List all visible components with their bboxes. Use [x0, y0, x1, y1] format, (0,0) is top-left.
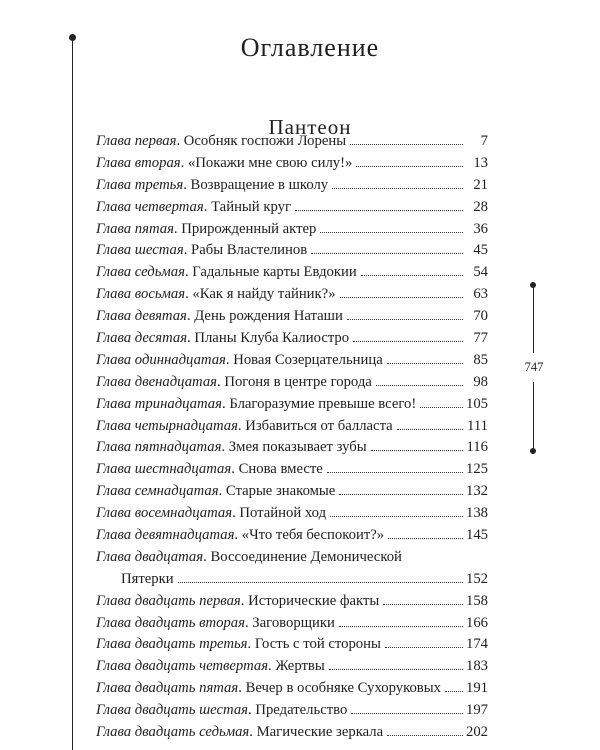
- chapter-page-number: 70: [473, 308, 488, 325]
- toc-row: [96, 155, 488, 177]
- dot-leader: [329, 669, 463, 670]
- dot-leader: [361, 275, 463, 276]
- toc-row: [96, 505, 488, 527]
- dot-leader: [327, 472, 463, 473]
- dot-leader: [351, 713, 463, 714]
- toc-row: [96, 571, 488, 593]
- chapter-page-number: 132: [465, 483, 488, 500]
- toc-row: [96, 724, 488, 746]
- dot-leader: [420, 407, 463, 408]
- chapter-title: Пятерки: [121, 570, 174, 587]
- toc-row: [96, 352, 488, 374]
- chapter-label: Глава первая: [96, 133, 177, 149]
- dot-leader: [397, 429, 463, 430]
- chapter-page-number: 138: [465, 505, 488, 522]
- chapter-label: Глава шестнадцатая: [96, 461, 232, 478]
- toc-row: [96, 483, 488, 505]
- chapter-label: Глава третья: [96, 176, 184, 193]
- dot-leader: [385, 647, 463, 648]
- chapter-title: . «Как я найду тайник?»: [185, 286, 336, 303]
- chapter-title: . Исторические факты: [240, 592, 380, 609]
- chapter-page-number: 166: [465, 614, 488, 631]
- toc-row: [96, 374, 488, 396]
- dot-leader: [371, 450, 463, 451]
- toc-row: [96, 593, 488, 615]
- marker-bottom-dot: [530, 448, 536, 454]
- chapter-label: Глава пятнадцатая: [96, 439, 222, 456]
- chapter-label: Глава семнадцатая: [96, 483, 219, 500]
- chapter-title: . «Покажи мне свою силу!»: [180, 154, 353, 171]
- chapter-page-number: 183: [465, 658, 488, 675]
- toc-row: [96, 636, 488, 658]
- chapter-page-number: 145: [465, 527, 488, 544]
- dot-leader: [347, 319, 463, 320]
- chapter-title: . Потайной ход: [232, 505, 327, 522]
- chapter-title: . Особняк госпожи Лорены: [176, 133, 347, 149]
- chapter-page-number: 152: [465, 570, 488, 587]
- dot-leader: [387, 363, 463, 364]
- chapter-label: Глава двенадцатая: [96, 373, 217, 390]
- chapter-title: . Избавиться от балласта: [237, 417, 393, 434]
- chapter-label: Глава двадцать пятая: [96, 680, 239, 697]
- page-number: 747: [524, 360, 544, 374]
- toc-row: [96, 527, 488, 549]
- chapter-label: Глава седьмая: [96, 264, 185, 281]
- chapter-page-number: 158: [465, 592, 488, 609]
- chapter-page-number: 174: [465, 636, 488, 653]
- chapter-title: . День рождения Наташи: [186, 308, 343, 325]
- chapter-title: . Тайный круг: [203, 198, 291, 215]
- chapter-page-number: 77: [473, 330, 488, 347]
- toc-row: [96, 330, 488, 352]
- chapter-title: . Погоня в центре города: [217, 373, 372, 390]
- dot-leader: [339, 626, 463, 627]
- chapter-label: Глава вторая: [96, 154, 181, 171]
- chapter-page-number: 54: [473, 264, 488, 281]
- chapter-page-number: 197: [465, 702, 488, 719]
- toc-row: [96, 133, 488, 155]
- chapter-title: . Жертвы: [268, 658, 325, 675]
- chapter-title: . Прирожденный актер: [173, 220, 317, 237]
- chapter-page-number: 13: [473, 154, 488, 171]
- table-of-contents: [96, 133, 488, 746]
- chapter-title: . Гость с той стороны: [247, 636, 381, 653]
- dot-leader: [445, 691, 463, 692]
- left-margin-rule: [72, 40, 73, 750]
- chapter-label: Глава двадцатая: [96, 548, 204, 565]
- chapter-page-number: 36: [473, 220, 488, 237]
- chapter-label: Глава двадцать четвертая: [96, 658, 269, 675]
- toc-row: [96, 461, 488, 483]
- chapter-page-number: 28: [473, 198, 488, 215]
- toc-row: [96, 396, 488, 418]
- chapter-page-number: 85: [473, 351, 488, 368]
- chapter-title: . Возвращение в школу: [183, 176, 329, 193]
- chapter-title: . Магические зеркала: [249, 724, 384, 741]
- chapter-label: Глава шестая: [96, 242, 184, 259]
- chapter-label: Глава четырнадцатая: [96, 417, 238, 434]
- chapter-page-number: 63: [473, 286, 488, 303]
- chapter-title: . Предательство: [248, 702, 348, 719]
- dot-leader: [353, 341, 463, 342]
- chapter-title: . Планы Клуба Калиостро: [187, 330, 350, 347]
- chapter-page-number: 105: [465, 395, 488, 412]
- chapter-title: . «Что тебя беспокоит?»: [234, 527, 385, 544]
- dot-leader: [330, 516, 463, 517]
- chapter-label: Глава двадцать шестая: [96, 702, 248, 719]
- dot-leader: [295, 210, 463, 211]
- dot-leader: [376, 385, 463, 386]
- toc-row: [96, 658, 488, 680]
- section-title: Пантеон: [268, 115, 352, 140]
- dot-leader: [388, 538, 463, 539]
- toc-row: [96, 418, 488, 440]
- chapter-page-number: 111: [467, 417, 488, 434]
- dot-leader: [178, 582, 463, 583]
- marker-top-line: [533, 287, 534, 353]
- dot-leader: [340, 297, 463, 298]
- chapter-title: . Воссоединение Демонической: [203, 548, 402, 565]
- chapter-label: Глава десятая: [96, 330, 188, 347]
- toc-row: [96, 439, 488, 461]
- chapter-label: Глава двадцать седьмая: [96, 724, 250, 741]
- chapter-page-number: 116: [466, 439, 488, 456]
- page-title: Оглавление: [240, 33, 380, 63]
- toc-row: [96, 702, 488, 724]
- toc-row: [96, 177, 488, 199]
- chapter-page-number: 21: [473, 176, 488, 193]
- toc-row: [96, 680, 488, 702]
- dot-leader: [320, 232, 463, 233]
- chapter-title: . Рабы Властелинов: [183, 242, 308, 259]
- chapter-page-number: 202: [465, 724, 488, 741]
- dot-leader: [332, 188, 463, 189]
- chapter-label: Глава двадцать первая: [96, 592, 241, 609]
- chapter-title: . Благоразумие превыше всего!: [221, 395, 417, 412]
- chapter-page-number: 191: [465, 680, 488, 697]
- chapter-title: . Снова вместе: [231, 461, 323, 478]
- toc-row: [96, 286, 488, 308]
- chapter-title: . Новая Созерцательница: [225, 351, 383, 368]
- toc-row: [96, 549, 488, 571]
- toc-row: [96, 615, 488, 637]
- toc-row: [96, 221, 488, 243]
- dot-leader: [311, 253, 463, 254]
- chapter-label: Глава восемнадцатая: [96, 505, 233, 522]
- chapter-label: Глава пятая: [96, 220, 174, 237]
- chapter-page-number: 98: [473, 373, 488, 390]
- dot-leader: [387, 735, 463, 736]
- dot-leader: [350, 144, 463, 145]
- dot-leader: [356, 166, 463, 167]
- toc-row: [96, 264, 488, 286]
- chapter-title: . Вечер в особняке Сухоруковых: [238, 680, 441, 697]
- chapter-label: Глава двадцать третья: [96, 636, 248, 653]
- chapter-label: Глава двадцать вторая: [96, 614, 245, 631]
- chapter-page-number: 45: [473, 242, 488, 259]
- chapter-label: Глава восьмая: [96, 286, 186, 303]
- chapter-title: . Заговорщики: [244, 614, 335, 631]
- chapter-label: Глава одиннадцатая: [96, 351, 226, 368]
- chapter-label: Глава четвертая: [96, 198, 204, 215]
- toc-row: [96, 308, 488, 330]
- chapter-title: . Змея показывает зубы: [221, 439, 367, 456]
- chapter-label: Глава тринадцатая: [96, 395, 222, 412]
- chapter-title: . Гадальные карты Евдокии: [184, 264, 357, 281]
- marker-bottom-line: [533, 382, 534, 448]
- chapter-label: Глава девятая: [96, 308, 187, 325]
- dot-leader: [339, 494, 463, 495]
- chapter-page-number: 125: [465, 461, 488, 478]
- chapter-label: Глава девятнадцатая: [96, 527, 235, 544]
- chapter-page-number: 7: [480, 133, 488, 149]
- dot-leader: [383, 604, 463, 605]
- chapter-title: . Старые знакомые: [218, 483, 336, 500]
- toc-row: [96, 199, 488, 221]
- toc-row: [96, 242, 488, 264]
